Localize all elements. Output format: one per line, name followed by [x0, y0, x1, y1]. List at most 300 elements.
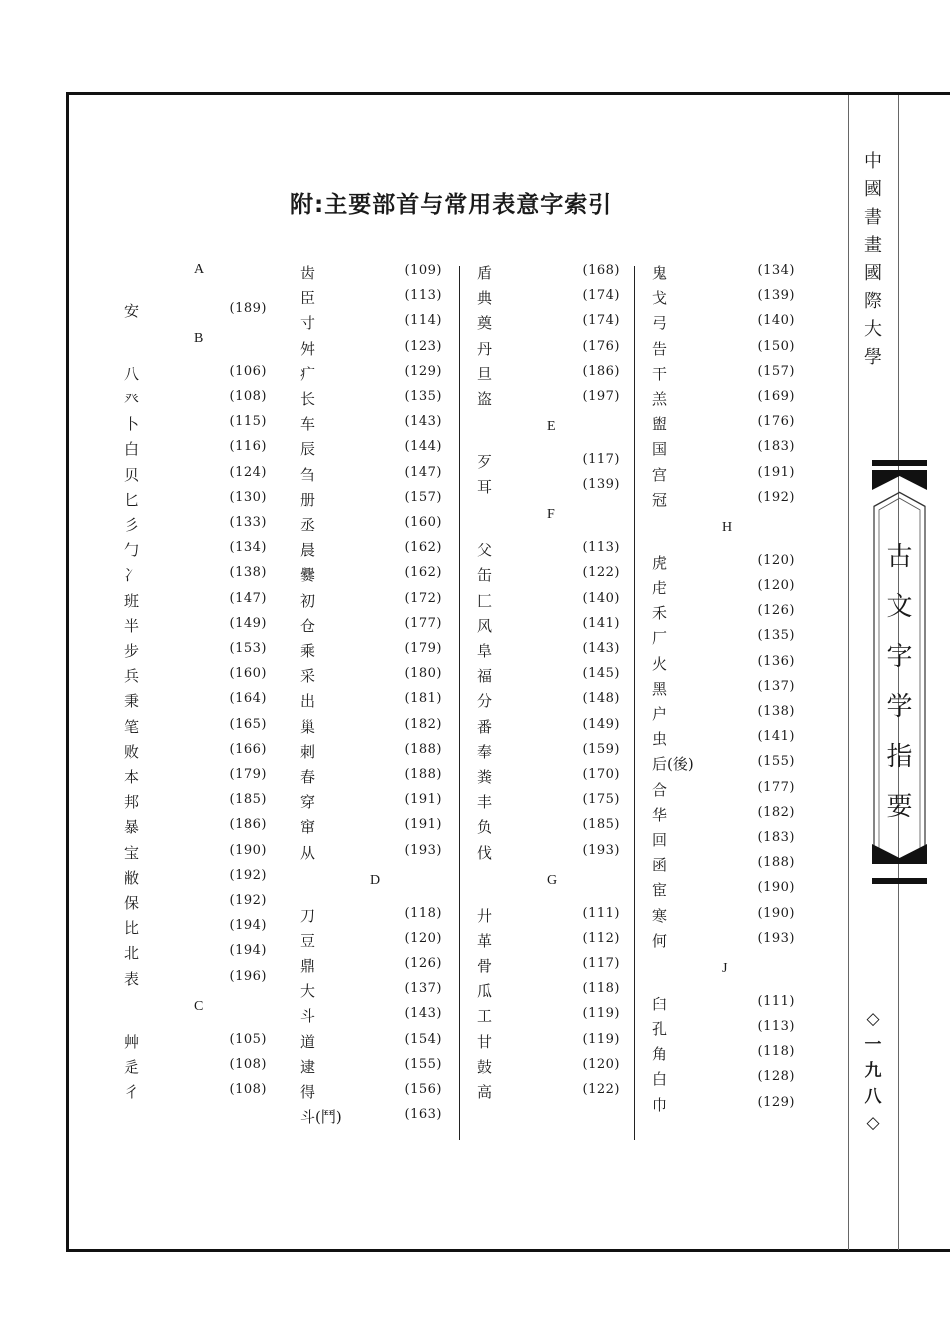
- section-letter-text: D: [370, 872, 381, 888]
- index-entry: [652, 854, 795, 878]
- entry-page-ref: (157): [757, 363, 795, 379]
- index-entry: [652, 363, 795, 387]
- index-entry: [124, 413, 267, 437]
- page-number-char: ◇: [866, 1113, 880, 1133]
- index-entry: [300, 741, 442, 765]
- entry-character: 得: [300, 1083, 316, 1101]
- index-entry: [652, 627, 795, 651]
- entry-character: 丞: [300, 516, 316, 534]
- entry-character: 分: [477, 692, 493, 711]
- entry-character: 工: [477, 1007, 493, 1026]
- entry-page-ref: (191): [757, 464, 795, 480]
- entry-page-ref: (113): [404, 288, 442, 304]
- entry-character: 刺: [300, 742, 316, 761]
- index-entry: [477, 1081, 620, 1105]
- entry-page-ref: (108): [229, 389, 267, 404]
- entry-character: 安: [124, 301, 140, 320]
- entry-page-ref: (119): [582, 1031, 620, 1047]
- entry-page-ref: (141): [582, 615, 620, 631]
- index-entry: [300, 955, 442, 979]
- index-entry: [300, 842, 442, 866]
- book-title-char: 文: [886, 592, 913, 622]
- entry-page-ref: (185): [229, 792, 267, 808]
- entry-character: 冠: [652, 490, 668, 509]
- entry-page-ref: (144): [404, 439, 442, 455]
- index-entry: [652, 489, 795, 513]
- entry-character: 春: [300, 768, 316, 786]
- index-entry: [124, 942, 267, 966]
- entry-page-ref: (135): [404, 389, 442, 404]
- entry-page-ref: (143): [404, 1006, 442, 1022]
- entry-page-ref: (138): [757, 704, 795, 719]
- entry-character: 暴: [124, 818, 140, 837]
- index-entry: [477, 287, 620, 311]
- entry-page-ref: (120): [757, 578, 795, 593]
- book-title-char: 指: [886, 742, 913, 772]
- entry-character: 败: [124, 742, 140, 761]
- entry-page-ref: (155): [757, 754, 795, 770]
- index-entry: [477, 905, 620, 929]
- entry-character: 巢: [300, 717, 316, 736]
- index-entry: [652, 779, 795, 803]
- entry-page-ref: (166): [229, 741, 267, 757]
- index-entry: [300, 464, 442, 488]
- book-title-char: 古: [886, 542, 913, 572]
- entry-page-ref: (120): [404, 930, 442, 946]
- entry-page-ref: (169): [757, 389, 795, 404]
- entry-page-ref: (141): [757, 729, 795, 745]
- entry-character: 秉: [124, 692, 140, 711]
- index-entry: [300, 363, 442, 387]
- entry-page-ref: (140): [582, 590, 620, 606]
- index-entry: [652, 287, 795, 311]
- entry-page-ref: (153): [229, 641, 267, 656]
- entry-character: 斗: [300, 1007, 316, 1026]
- entry-character: 道: [300, 1032, 316, 1051]
- index-entry: [300, 287, 442, 311]
- entry-character: 彡: [124, 516, 140, 534]
- entry-page-ref: (190): [757, 905, 795, 921]
- entry-page-ref: (193): [582, 842, 620, 858]
- section-letter-text: A: [194, 262, 205, 277]
- entry-character: 告: [652, 339, 668, 358]
- index-entry: [300, 1056, 442, 1080]
- entry-page-ref: (119): [582, 1006, 620, 1022]
- entry-page-ref: (168): [582, 263, 620, 278]
- index-entry: [652, 879, 795, 903]
- entry-page-ref: (129): [757, 1094, 795, 1110]
- index-entry: [300, 615, 442, 639]
- entry-character: 负: [477, 818, 493, 837]
- index-entry: [477, 262, 620, 286]
- entry-page-ref: (179): [229, 767, 267, 782]
- index-entry: [124, 438, 267, 462]
- plaque-bottom-ornament: [872, 842, 927, 864]
- entry-page-ref: (139): [582, 477, 620, 493]
- entry-page-ref: (145): [582, 666, 620, 682]
- index-entry: [300, 980, 442, 1004]
- page-number-char: 一: [864, 1035, 882, 1055]
- entry-character: 初: [300, 591, 316, 610]
- index-entry: [477, 980, 620, 1004]
- index-entry: [124, 716, 267, 740]
- index-entry: [300, 489, 442, 513]
- entry-character: 黑: [652, 679, 668, 698]
- index-entry: [477, 741, 620, 765]
- index-entry: [477, 665, 620, 689]
- section-letter-text: B: [194, 331, 204, 346]
- entry-page-ref: (196): [229, 968, 267, 984]
- index-entry: [124, 842, 267, 866]
- index-entry: [477, 930, 620, 954]
- entry-character: 车: [300, 415, 316, 434]
- index-entry: [300, 791, 442, 815]
- entry-character: 厂: [652, 629, 668, 648]
- entry-character: 禾: [652, 604, 668, 623]
- index-entry: [300, 590, 442, 614]
- index-entry: [300, 690, 442, 714]
- section-letter: [477, 507, 620, 531]
- index-entry: [300, 388, 442, 412]
- entry-character: 疒: [300, 364, 316, 383]
- index-entry: [477, 816, 620, 840]
- index-entry: [477, 615, 620, 639]
- index-entry: [124, 791, 267, 815]
- entry-character: 艸: [124, 1032, 140, 1051]
- entry-page-ref: (122): [582, 565, 620, 581]
- column-divider: [459, 266, 460, 1140]
- entry-page-ref: (191): [404, 817, 442, 833]
- entry-page-ref: (140): [757, 313, 795, 329]
- entry-character: 晨: [300, 541, 316, 560]
- entry-character: 刀: [300, 906, 316, 925]
- entry-character: 逮: [300, 1057, 316, 1076]
- index-entry: [477, 590, 620, 614]
- index-entry: [652, 1094, 795, 1118]
- entry-page-ref: (190): [229, 842, 267, 858]
- book-title-char: 学: [886, 692, 913, 722]
- entry-page-ref: (193): [757, 930, 795, 946]
- entry-character: 本: [124, 768, 140, 786]
- entry-page-ref: (163): [404, 1107, 442, 1123]
- index-entry: [652, 338, 795, 362]
- entry-character: 窜: [300, 818, 316, 837]
- entry-page-ref: (154): [404, 1031, 442, 1047]
- entry-character: 虫: [652, 730, 668, 749]
- index-entry: [652, 1018, 795, 1042]
- index-entry: [652, 552, 795, 576]
- entry-page-ref: (135): [757, 628, 795, 644]
- entry-page-ref: (155): [404, 1056, 442, 1072]
- entry-page-ref: (118): [757, 1044, 795, 1060]
- series-title-char: 中: [864, 151, 882, 172]
- entry-character: 冫: [124, 566, 140, 585]
- entry-character: 角: [652, 1045, 668, 1064]
- index-entry: [300, 312, 442, 336]
- entry-character: 北: [124, 944, 140, 963]
- entry-character: 丹: [477, 339, 493, 358]
- entry-page-ref: (165): [229, 716, 267, 732]
- index-entry: [124, 917, 267, 941]
- index-entry: [124, 615, 267, 639]
- entry-page-ref: (182): [404, 716, 442, 732]
- index-entry: [124, 640, 267, 664]
- index-entry: [300, 716, 442, 740]
- entry-page-ref: (106): [229, 363, 267, 379]
- entry-character: 贝: [124, 465, 140, 484]
- entry-character: 骨: [477, 957, 493, 975]
- index-entry: [124, 564, 267, 588]
- index-entry: [477, 363, 620, 387]
- series-title-char: 大: [864, 319, 882, 340]
- entry-character: 辰: [300, 440, 316, 459]
- entry-character: 斗(鬥): [300, 1108, 342, 1127]
- index-entry: [477, 1056, 620, 1080]
- index-entry: [300, 338, 442, 362]
- entry-character: 父: [477, 541, 493, 560]
- entry-page-ref: (177): [757, 779, 795, 795]
- index-entry: [477, 312, 620, 336]
- index-entry: [300, 905, 442, 929]
- section-letter: [300, 873, 442, 897]
- index-entry: [300, 438, 442, 462]
- index-entry: [477, 716, 620, 740]
- entry-character: 典: [477, 289, 493, 308]
- entry-page-ref: (128): [757, 1069, 795, 1085]
- entry-character: 盥: [652, 415, 668, 434]
- entry-character: 邦: [124, 793, 140, 812]
- index-entry: [477, 955, 620, 979]
- entry-page-ref: (179): [404, 641, 442, 656]
- entry-page-ref: (134): [229, 540, 267, 556]
- entry-character: 何: [652, 931, 668, 950]
- index-entry: [477, 476, 620, 500]
- entry-character: 奉: [477, 742, 493, 761]
- entry-character: 爨: [300, 566, 316, 585]
- entry-character: 半: [124, 616, 140, 635]
- entry-page-ref: (191): [404, 792, 442, 808]
- entry-page-ref: (124): [229, 464, 267, 480]
- entry-character: 笔: [124, 717, 140, 736]
- entry-page-ref: (105): [229, 1031, 267, 1047]
- entry-character: 宦: [652, 881, 668, 900]
- book-title-char: 字: [886, 642, 913, 672]
- entry-character: 豆: [300, 931, 316, 950]
- entry-character: 革: [477, 931, 493, 950]
- plaque-top-ornament: [872, 470, 927, 492]
- entry-character: 采: [300, 667, 316, 686]
- index-entry: [124, 590, 267, 614]
- index-entry: [124, 968, 267, 992]
- entry-page-ref: (120): [757, 552, 795, 568]
- entry-character: 彳: [124, 1083, 140, 1101]
- entry-character: 廾: [477, 906, 493, 925]
- index-entry: [652, 438, 795, 462]
- entry-page-ref: (186): [582, 363, 620, 379]
- entry-page-ref: (138): [229, 565, 267, 581]
- entry-character: 虎: [652, 553, 668, 572]
- index-entry: [477, 640, 620, 664]
- entry-page-ref: (130): [229, 489, 267, 505]
- index-entry: [652, 464, 795, 488]
- index-entry: [652, 388, 795, 412]
- entry-page-ref: (150): [757, 338, 795, 354]
- entry-character: 丰: [477, 793, 493, 812]
- entry-page-ref: (118): [404, 905, 442, 921]
- entry-page-ref: (189): [229, 300, 267, 316]
- index-entry: [300, 514, 442, 538]
- index-entry: [300, 539, 442, 563]
- entry-character: 国: [652, 440, 668, 459]
- entry-page-ref: (175): [582, 792, 620, 808]
- entry-character: 舛: [300, 339, 316, 358]
- index-entry: [300, 262, 442, 286]
- entry-character: 巾: [652, 1095, 668, 1114]
- index-entry: [652, 905, 795, 929]
- entry-page-ref: (108): [229, 1056, 267, 1072]
- entry-character: 宫: [652, 465, 668, 484]
- entry-page-ref: (176): [582, 338, 620, 354]
- page-number: [858, 1006, 888, 1136]
- index-entry: [300, 665, 442, 689]
- section-letter: [124, 331, 267, 355]
- entry-character: 耳: [477, 478, 493, 497]
- entry-character: 火: [652, 654, 668, 673]
- series-title: [858, 148, 888, 372]
- index-entry: [477, 766, 620, 790]
- entry-page-ref: (156): [404, 1082, 442, 1097]
- entry-character: 表: [124, 969, 140, 988]
- entry-page-ref: (148): [582, 691, 620, 707]
- entry-character: 宝: [124, 843, 140, 862]
- entry-page-ref: (112): [582, 930, 620, 946]
- index-entry: [300, 564, 442, 588]
- entry-character: 臼: [652, 994, 668, 1013]
- column-divider: [634, 266, 635, 1140]
- index-entry: [124, 1081, 267, 1105]
- entry-character: 仓: [300, 616, 316, 635]
- entry-page-ref: (113): [582, 540, 620, 556]
- entry-character: 步: [124, 642, 140, 660]
- entry-page-ref: (111): [757, 993, 795, 1009]
- entry-page-ref: (111): [582, 905, 620, 921]
- entry-character: 乘: [300, 642, 316, 660]
- index-entry: [124, 363, 267, 387]
- entry-character: 八: [124, 364, 140, 383]
- entry-character: 瓜: [477, 982, 493, 1001]
- entry-page-ref: (192): [229, 893, 267, 908]
- entry-page-ref: (186): [229, 817, 267, 833]
- entry-page-ref: (183): [757, 830, 795, 845]
- series-title-char: 書: [864, 207, 882, 228]
- entry-page-ref: (147): [229, 590, 267, 606]
- entry-page-ref: (174): [582, 313, 620, 329]
- entry-page-ref: (136): [757, 653, 795, 669]
- index-entry: [124, 1056, 267, 1080]
- index-entry: [300, 766, 442, 790]
- entry-character: 长: [300, 390, 316, 408]
- section-letter: [124, 262, 267, 286]
- entry-character: 旦: [477, 364, 493, 383]
- index-entry: [477, 842, 620, 866]
- entry-page-ref: (133): [229, 515, 267, 530]
- entry-character: 匕: [124, 490, 140, 509]
- entry-page-ref: (139): [757, 288, 795, 304]
- entry-page-ref: (197): [582, 389, 620, 404]
- index-entry: [124, 300, 267, 324]
- entry-page-ref: (188): [404, 767, 442, 782]
- page-number-char: ◇: [866, 1009, 880, 1029]
- entry-character: 户: [652, 705, 668, 723]
- index-entry: [652, 577, 795, 601]
- book-title: [872, 532, 927, 832]
- entry-page-ref: (159): [582, 741, 620, 757]
- entry-page-ref: (108): [229, 1082, 267, 1097]
- entry-page-ref: (113): [757, 1019, 795, 1034]
- entry-character: 鼎: [300, 957, 316, 975]
- entry-character: 盾: [477, 264, 493, 282]
- entry-page-ref: (194): [229, 918, 267, 934]
- entry-character: 白: [652, 1070, 668, 1089]
- entry-page-ref: (117): [582, 956, 620, 971]
- index-entry: [124, 539, 267, 563]
- index-entry: [477, 690, 620, 714]
- index-entry: [124, 489, 267, 513]
- section-letter-text: E: [547, 419, 556, 435]
- entry-page-ref: (129): [404, 363, 442, 379]
- index-entry: [124, 388, 267, 412]
- index-entry: [652, 262, 795, 286]
- entry-page-ref: (114): [404, 313, 442, 329]
- entry-page-ref: (190): [757, 880, 795, 896]
- index-entry: [124, 690, 267, 714]
- entry-character: 歹: [477, 453, 493, 471]
- entry-page-ref: (176): [757, 414, 795, 430]
- index-entry: [477, 564, 620, 588]
- entry-character: 风: [477, 616, 493, 635]
- entry-page-ref: (149): [229, 615, 267, 631]
- entry-character: 回: [652, 831, 668, 849]
- index-entry: [477, 1005, 620, 1029]
- entry-character: 高: [477, 1083, 493, 1101]
- entry-character: 盗: [477, 390, 493, 408]
- entry-character: 合: [652, 780, 668, 799]
- series-title-char: 際: [864, 291, 882, 312]
- section-letter: [652, 520, 795, 544]
- entry-page-ref: (188): [757, 855, 795, 871]
- entry-character: 后(後): [652, 755, 694, 774]
- entry-character: 勹: [124, 541, 140, 560]
- entry-page-ref: (180): [404, 666, 442, 682]
- entry-character: 卜: [124, 415, 140, 434]
- index-entry: [477, 388, 620, 412]
- entry-character: 敝: [124, 868, 140, 887]
- index-entry: [652, 602, 795, 626]
- index-entry: [477, 451, 620, 475]
- section-letter: [652, 961, 795, 985]
- index-entry: [477, 1031, 620, 1055]
- index-entry: [124, 665, 267, 689]
- entry-character: 比: [124, 919, 140, 938]
- section-letter-text: C: [194, 998, 204, 1014]
- entry-character: 弓: [652, 314, 668, 333]
- entry-page-ref: (143): [582, 641, 620, 656]
- index-entry: [300, 930, 442, 954]
- series-title-char: 國: [864, 179, 882, 200]
- entry-character: 穿: [300, 793, 316, 812]
- entry-page-ref: (185): [582, 817, 620, 833]
- entry-character: 羔: [652, 390, 668, 408]
